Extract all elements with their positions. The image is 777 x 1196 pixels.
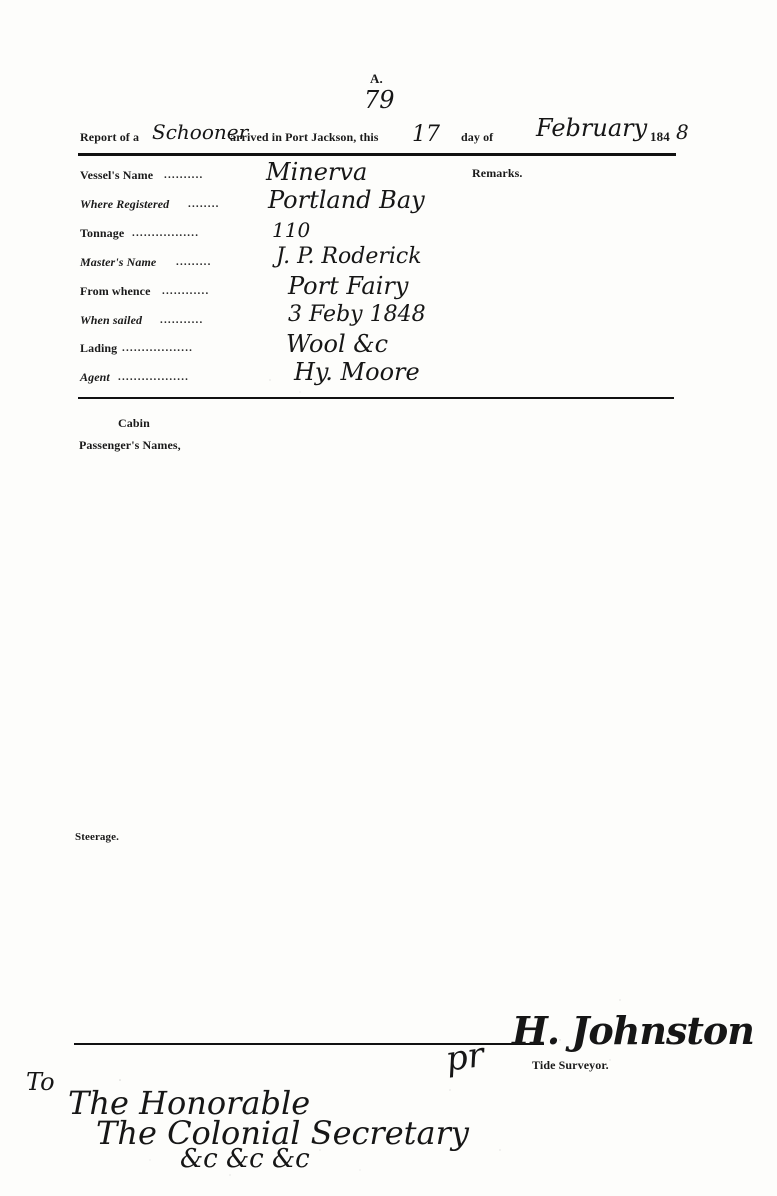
field-value-vessel-name: Minerva [266,158,368,186]
header-middle: arrived in Port Jackson, this [230,130,379,144]
steerage-label: Steerage. [75,831,119,843]
header-day-of: day of [461,130,494,144]
field-value-when-sailed: 3 Feby 1848 [288,302,426,327]
field-label-from-whence: From whence [80,284,151,298]
signature-per: pr [443,1034,487,1080]
field-value-agent: Hy. Moore [294,358,420,386]
fields-rule [78,397,674,399]
field-value-where-registered: Portland Bay [268,186,425,214]
leader-dots: .......... [164,169,204,181]
leader-dots: ............ [162,285,210,297]
cabin-label: Cabin [118,416,150,430]
header-day: 17 [412,122,440,147]
header-year-hand: 8 [676,120,689,144]
field-label-where-registered: Where Registered [80,197,170,211]
header-year-printed: 184 [650,129,670,144]
address-line-1: The Honorable [68,1084,311,1122]
form-number: 79 [364,86,395,114]
field-value-tonnage: 110 [272,218,311,242]
leader-dots: .................. [122,342,194,354]
field-label-vessel-name: Vessel's Name [80,168,154,182]
form-letter: A. [370,71,383,86]
address-line-3: &c &c &c [180,1144,310,1174]
address-line-2: The Colonial Secretary [96,1114,469,1152]
leader-dots: ................. [132,227,200,239]
leader-dots: ......... [176,256,212,268]
header-month: February [536,114,648,142]
leader-dots: ........ [188,198,220,210]
leader-dots: .................. [118,371,190,383]
header-rule [78,153,676,156]
remarks-label: Remarks. [472,166,523,180]
field-label-when-sailed: When sailed [80,313,143,327]
address-to: To [26,1068,55,1096]
field-label-masters-name: Master's Name [80,255,157,269]
signature-title: Tide Surveyor. [532,1058,609,1072]
signature-name: H. Johnston [512,1008,754,1053]
header-vessel-type: Schooner [152,120,249,144]
field-value-lading: Wool &c [286,330,389,358]
field-label-lading: Lading [80,341,118,355]
passengers-label: Passenger's Names, [79,438,181,452]
leader-dots: ........... [160,314,204,326]
field-value-masters-name: J. P. Roderick [276,244,422,269]
header-prefix: Report of a [80,130,140,144]
field-label-tonnage: Tonnage [80,226,125,240]
field-value-from-whence: Port Fairy [288,272,409,300]
field-label-agent: Agent [80,370,110,384]
